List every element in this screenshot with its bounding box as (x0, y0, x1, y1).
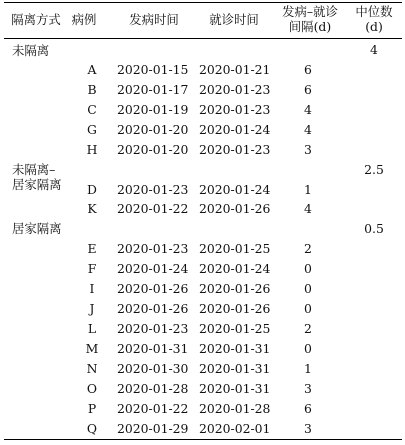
onset-date: 2020-01-26 (117, 301, 189, 316)
interval-days: 3 (304, 142, 312, 157)
interval-days: 1 (304, 361, 312, 376)
top-rule (4, 2, 402, 3)
case-id: P (87, 401, 97, 416)
interval-days: 0 (304, 281, 312, 296)
interval-days: 0 (304, 261, 312, 276)
case-id: C (87, 102, 97, 117)
onset-date: 2020-01-28 (117, 381, 189, 396)
group-label-transition-line2: 居家隔离 (12, 177, 62, 192)
header-visit: 就诊时间 (209, 12, 259, 27)
visit-date: 2020-01-28 (199, 401, 271, 416)
interval-days: 3 (304, 421, 312, 436)
group-median-unisolated: 4 (370, 42, 378, 57)
visit-date: 2020-01-31 (199, 341, 271, 356)
header-case: 病例 (71, 12, 97, 27)
visit-date: 2020-01-25 (199, 241, 271, 256)
case-id: J (89, 301, 95, 316)
case-id: K (87, 201, 97, 216)
interval-days: 0 (304, 341, 312, 356)
header-mode: 隔离方式 (11, 12, 61, 27)
group-median-home-isolation: 0.5 (364, 221, 384, 236)
case-id: A (87, 62, 97, 77)
visit-date: 2020-01-31 (199, 361, 271, 376)
header-onset: 发病时间 (129, 12, 179, 27)
group-median-transition: 2.5 (364, 162, 384, 177)
visit-date: 2020-01-24 (199, 182, 271, 197)
header-interval-line1: 发病–就诊 (282, 4, 338, 19)
interval-days: 2 (304, 321, 312, 336)
case-id: B (87, 82, 97, 97)
visit-date: 2020-01-23 (199, 82, 271, 97)
onset-date: 2020-01-30 (117, 361, 189, 376)
case-id: F (87, 261, 97, 276)
header-interval-line2: 间隔(d) (288, 19, 332, 34)
onset-date: 2020-01-29 (117, 421, 189, 436)
visit-date: 2020-01-26 (199, 201, 271, 216)
onset-date: 2020-01-20 (117, 122, 189, 137)
interval-days: 1 (304, 182, 312, 197)
visit-date: 2020-01-23 (199, 142, 271, 157)
header-rule (4, 38, 402, 39)
onset-date: 2020-01-24 (117, 261, 189, 276)
onset-date: 2020-01-23 (117, 321, 189, 336)
interval-days: 0 (304, 301, 312, 316)
onset-date: 2020-01-20 (117, 142, 189, 157)
onset-date: 2020-01-23 (117, 241, 189, 256)
group-label-unisolated: 未隔离 (12, 43, 50, 58)
case-id: L (87, 321, 97, 336)
case-id: I (89, 281, 95, 296)
onset-date: 2020-01-22 (117, 401, 189, 416)
visit-date: 2020-01-31 (199, 381, 271, 396)
case-id: O (86, 381, 98, 396)
header-median-line2: (d) (365, 19, 383, 34)
visit-date: 2020-01-24 (199, 261, 271, 276)
group-label-transition-line1: 未隔离– (12, 162, 56, 177)
interval-days: 4 (304, 102, 312, 117)
interval-days: 6 (304, 62, 312, 77)
onset-date: 2020-01-17 (117, 82, 189, 97)
onset-date: 2020-01-26 (117, 281, 189, 296)
visit-date: 2020-02-01 (199, 421, 271, 436)
interval-days: 4 (304, 201, 312, 216)
visit-date: 2020-01-26 (199, 301, 271, 316)
visit-date: 2020-01-21 (199, 62, 271, 77)
visit-date: 2020-01-26 (199, 281, 271, 296)
case-id: N (86, 361, 98, 376)
case-id: D (87, 182, 97, 197)
onset-date: 2020-01-19 (117, 102, 189, 117)
interval-days: 3 (304, 381, 312, 396)
onset-date: 2020-01-31 (117, 341, 189, 356)
onset-date: 2020-01-15 (117, 62, 189, 77)
case-id: E (87, 241, 97, 256)
visit-date: 2020-01-25 (199, 321, 271, 336)
onset-date: 2020-01-22 (117, 201, 189, 216)
case-id: G (87, 122, 97, 137)
interval-days: 2 (304, 241, 312, 256)
case-id: Q (86, 421, 98, 436)
bottom-rule (4, 439, 402, 440)
interval-days: 4 (304, 122, 312, 137)
case-table (4, 0, 402, 440)
header-median-line1: 中位数 (355, 4, 393, 19)
onset-date: 2020-01-23 (117, 182, 189, 197)
visit-date: 2020-01-24 (199, 122, 271, 137)
visit-date: 2020-01-23 (199, 102, 271, 117)
interval-days: 6 (304, 401, 312, 416)
case-id: H (86, 142, 98, 157)
interval-days: 6 (304, 82, 312, 97)
case-id: M (85, 341, 99, 356)
group-label-home-isolation: 居家隔离 (12, 221, 62, 236)
